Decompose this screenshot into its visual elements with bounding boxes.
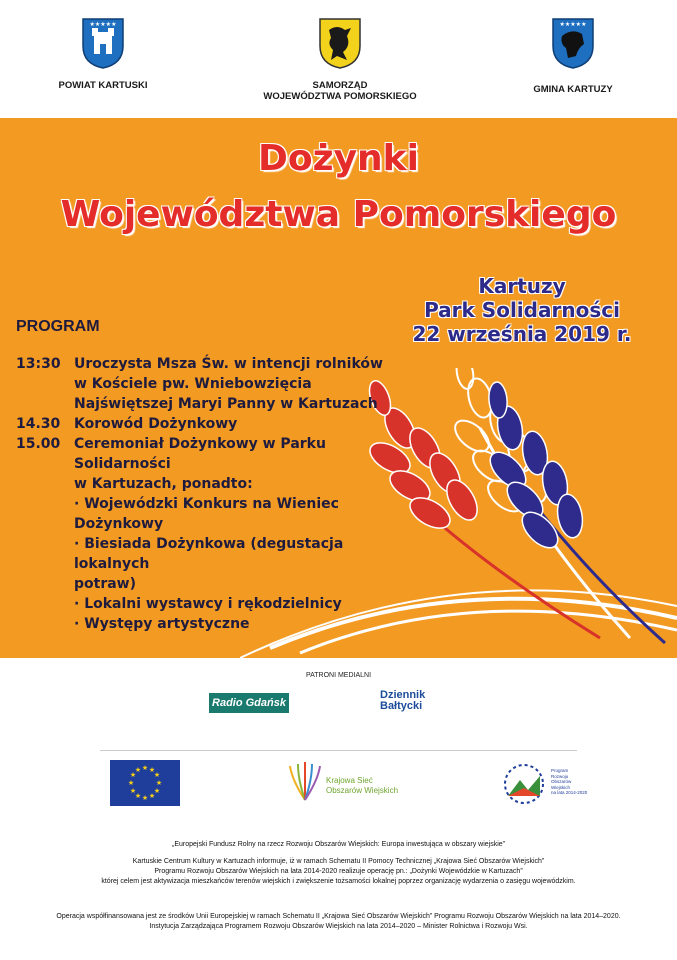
program-item [16,414,386,434]
svg-text:★: ★ [127,779,135,787]
dziennik-line1: Dziennik [380,689,426,701]
program-time: 15.00 [16,436,61,452]
svg-text:★: ★ [129,771,137,779]
patrons-heading: PATRONI MEDIALNI [305,672,372,679]
event-title-line2: Województwa Pomorskiego [60,194,617,235]
program-line: potraw) [74,576,137,592]
prow-logo-icon [500,762,548,806]
gmina-kartuzy-crest [550,16,596,70]
program-item [16,354,386,414]
program-line: w Kościele pw. Wniebowzięcia [74,376,312,392]
dziennik-baltycki-logo [380,690,425,712]
powiat-kartuski-label: POWIAT KARTUSKI [58,80,148,91]
prow-line3: Obszarów [551,779,572,784]
event-title-line1: Dożynki [258,138,419,179]
svg-text:★: ★ [153,771,161,779]
powiat-kartuski-crest [80,16,126,70]
program-line: Korowód Dożynkowy [74,416,238,432]
program-line: w Kartuzach, ponadto: [74,476,253,492]
program-list [16,354,386,634]
event-place [407,274,637,346]
prow-line1: Program [551,768,569,773]
samorzad-label-line1: SAMORZĄD [312,80,368,91]
svg-text:★: ★ [155,779,163,787]
svg-text:★: ★ [153,787,161,795]
svg-text:★: ★ [148,792,156,800]
samorzad-label [256,80,424,103]
svg-text:★: ★ [129,787,137,795]
svg-text:★: ★ [141,764,149,772]
program-description [74,414,386,434]
radio-gdansk-logo: Radio Gdańsk [209,693,289,713]
ksow-line2: Obszarów Wiejskich [326,786,399,795]
dziennik-line2: Bałtycki [380,700,423,712]
svg-text:★★★★★: ★★★★★ [89,22,117,28]
program-line: Ceremoniał Dożynkowy w Parku Solidarności [74,436,326,472]
program-line: · Wojewódzki Konkurs na Wieniec Dożynkowy [74,496,339,532]
ksow-line1: Krajowa Sieć [326,776,373,785]
svg-text:★: ★ [134,766,142,774]
svg-text:★: ★ [148,766,156,774]
svg-text:★★★★★: ★★★★★ [559,22,587,28]
footer-info-line3: której celem jest aktywizacja mieszkańców terenów wiejskich i zwiększenie tożsamości lokalnej poprzez organizację wydarzenia o zasięgu wojewódzkim. [101,878,576,885]
program-line: · Występy artystyczne [74,616,250,632]
svg-text:★: ★ [141,794,149,802]
prow-line5: na lata 2014-2020 [551,790,588,795]
program-description [74,354,386,414]
divider [100,750,577,751]
pomorskie-crest [317,16,363,70]
prow-logo-text [551,768,587,796]
svg-text:★: ★ [134,792,142,800]
ksow-logo-icon [286,760,324,806]
footer-motto: „Europejski Fundusz Rolny na rzecz Rozwoju Obszarów Wiejskich: Europa inwestująca w obszary wiejskie” [171,841,506,848]
program-description [74,434,386,634]
program-line: · Biesiada Dożynkowa (degustacja lokalnych [74,536,344,572]
prow-line2: Rozwoju [551,773,569,779]
footer-info-line1: Kartuskie Centrum Kultury w Kartuzach informuje, iż w ramach Schematu II Pomocy Technicznej „Krajowa Sieć Obszarów Wiejskich” [132,858,545,865]
prow-line4: Wiejskich [551,784,571,790]
footer-cofinancing-line1: Operacja współfinansowana jest ze środków Unii Europejskiej w ramach Schematu II „Krajowa Sieć Obszarów Wiejskich” Programu Rozwoju Obszarów Wiejskich na lata 2014–2020. [56,913,621,920]
samorzad-label-line2: WOJEWÓDZTWA POMORSKIEGO [263,91,417,103]
program-line: · Lokalni wystawcy i rękodzielnicy [74,596,342,612]
ksow-logo-text [326,776,398,796]
footer-info-line2: Programu Rozwoju Obszarów Wiejskich na lata 2014-2020 realizuje operację pn.: „Dożynki Wojewódzkie w Kartuzach” [154,868,523,875]
program-line: Najświętszej Maryi Panny w Kartuzach [74,396,378,412]
gmina-kartuzy-label: GMINA KARTUZY [533,84,613,95]
footer-cofinancing-line2: Instytucja Zarządzająca Programem Rozwoju Obszarów Wiejskich na lata 2014–2020 – Minister Rolnictwa i Rozwoju Wsi. [149,923,528,930]
program-heading: PROGRAM [16,318,100,335]
program-time: 14.30 [16,416,61,432]
eu-flag-icon [110,760,180,806]
program-item [16,434,386,634]
event-city: Kartuzy [478,274,566,298]
event-date: 22 września 2019 r. [412,322,632,346]
event-venue: Park Solidarności [424,298,620,322]
program-time: 13:30 [16,356,61,372]
program-line: Uroczysta Msza Św. w intencji rolników [74,356,383,372]
